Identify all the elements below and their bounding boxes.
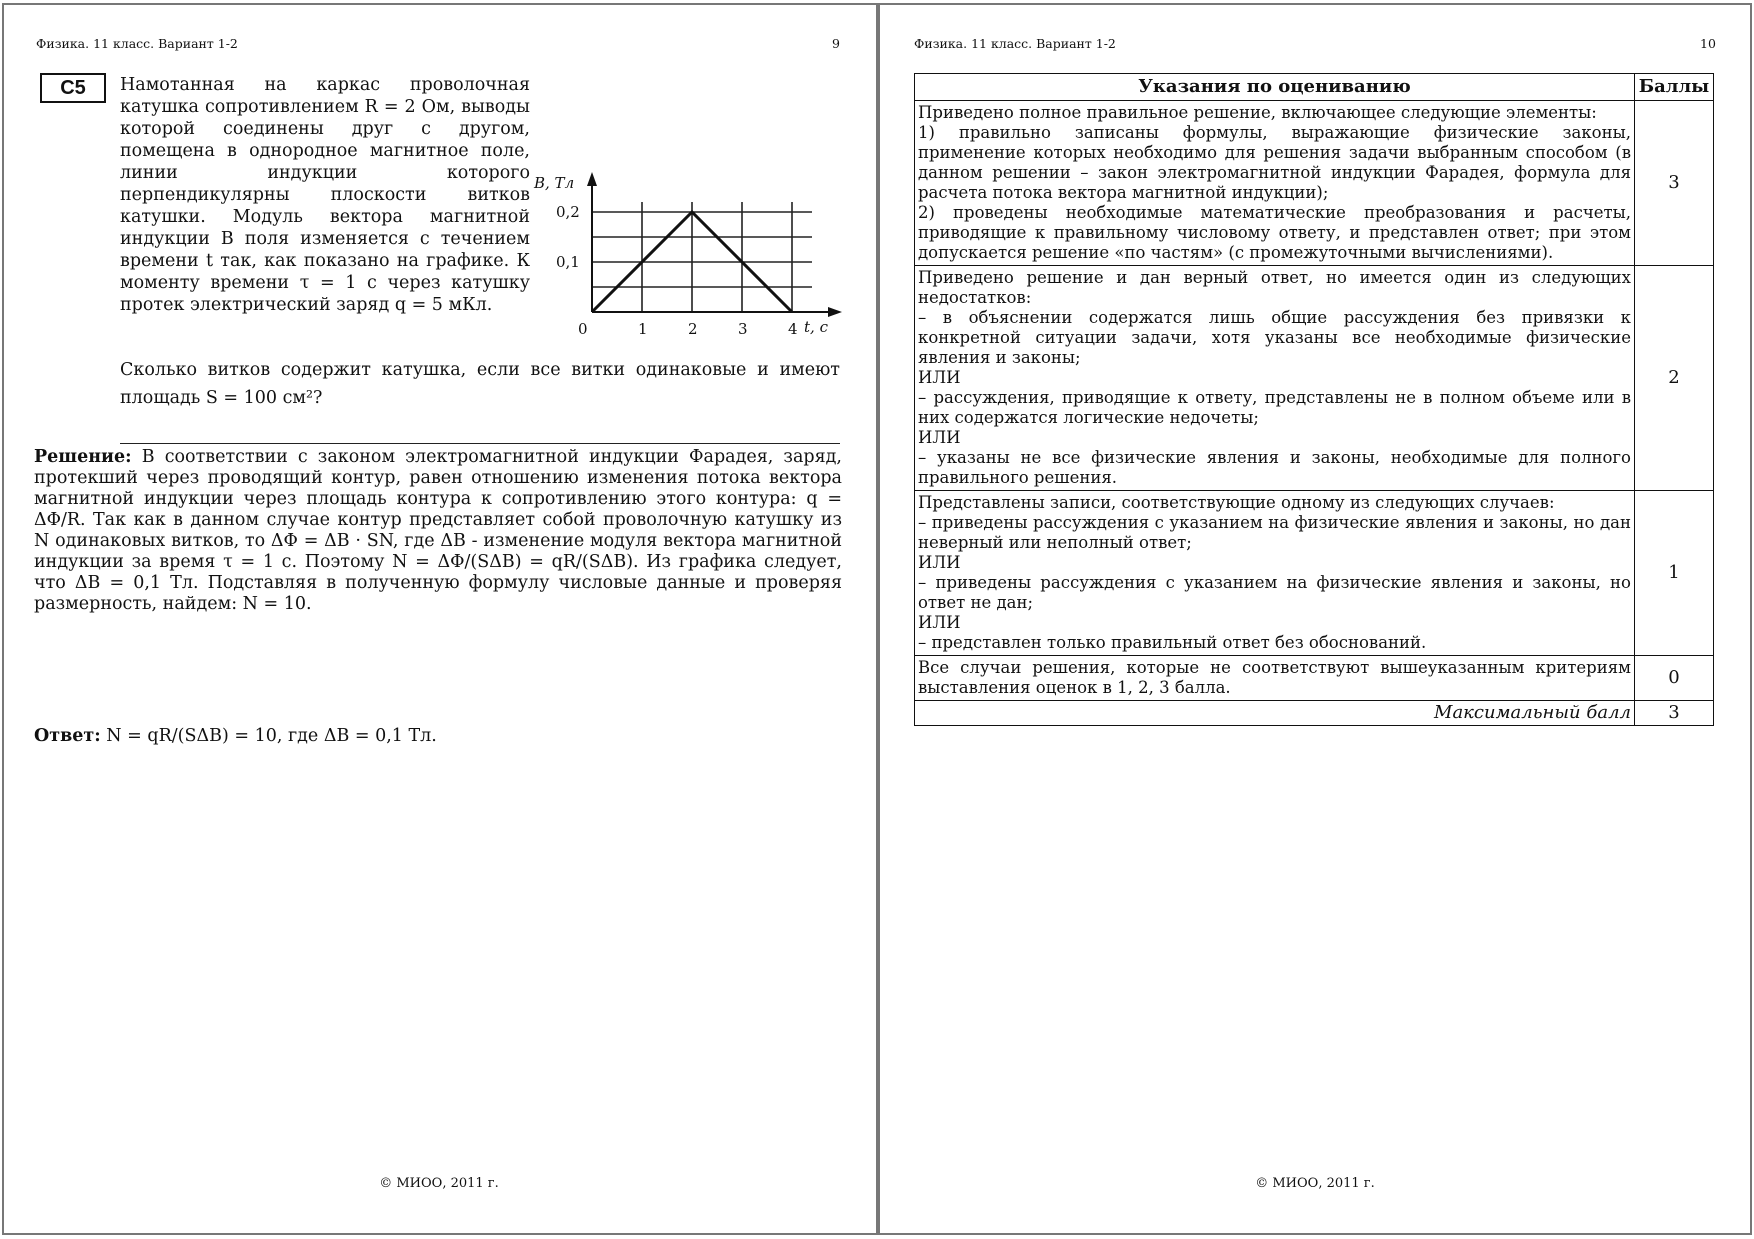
x-tick-label: 4 [788,320,798,338]
or-separator: ИЛИ [918,553,961,572]
score-cell: 2 [1635,266,1714,491]
left-page-number: 9 [832,36,840,51]
right-header-title: Физика. 11 класс. Вариант 1-2 [914,36,1116,51]
table-row [915,101,1714,266]
solution-text: В соответствии с законом электромагнитной индукции Фарадея, заряд, протекший через проводящий контур, равен отношению изменения потока вектора магнитной индукции через площадь контура к сопротивлению этого контура: q = ΔΦ/R. Так как в данном случае контур представляет собой проволочную катушку из N одинаковых витков, то ΔΦ = ΔB · SN, где ΔB - изменение модуля вектора магнитной индукции за время τ = 1 с. Поэтому N = ΔΦ/(SΔB) = qR/(SΔB). Из графика следует, что ΔB = 0,1 Тл. Подставляя в полученную формулу числовые данные и проверяя размерность, найдем: N = 10. [34,447,842,614]
x-tick-label: 3 [738,320,748,338]
y-axis-arrow [587,172,597,186]
b-vs-t-graph [530,72,850,342]
or-separator: ИЛИ [918,368,961,387]
criteria-line: – указаны не все физические явления и законы, необходимые для полного правильного решения. [918,448,1631,487]
criteria-line: Приведено полное правильное решение, включающее следующие элементы: [918,103,1597,122]
criteria-line: – рассуждения, приводящие к ответу, представлены не в полном объеме или в них содержатся логические недочеты; [918,388,1631,427]
left-header-title: Физика. 11 класс. Вариант 1-2 [36,36,238,51]
criteria-line: – приведены рассуждения с указанием на физические явления и законы, но дан неверный или неполный ответ; [918,513,1631,552]
answer-label: Ответ: [34,726,101,746]
or-separator: ИЛИ [918,613,961,632]
criteria-cell [915,266,1635,491]
header-score: Баллы [1635,74,1714,101]
solution-block [34,447,842,615]
task-label: С5 [40,73,106,103]
left-footer: © МИОО, 2011 г. [379,1176,499,1191]
criteria-table [914,73,1714,726]
criteria-line: Все случаи решения, которые не соответствуют вышеуказанным критериям выставления оценок в 1, 2, 3 балла. [918,658,1631,697]
criteria-line: – представлен только правильный ответ без обоснований. [918,633,1427,652]
y-tick-label: 0,1 [556,253,580,271]
max-score-value: 3 [1635,701,1714,726]
criteria-line: – приведены рассуждения с указанием на физические явления и законы, но ответ не дан; [918,573,1631,612]
x-tick-label: 1 [638,320,648,338]
divider-line [120,443,840,444]
graph-axes [587,172,842,317]
table-row-max [915,701,1714,726]
x-axis-label: t, c [804,318,828,336]
header-criteria: Указания по оцениванию [915,74,1635,101]
criteria-line: – в объяснении содержатся лишь общие рассуждения без привязки к конкретной ситуации задачи, хотя указаны все необходимые физические явления и законы; [918,308,1631,367]
criteria-line: 2) проведены необходимые математические преобразования и расчеты, приводящие к правильному числовому ответу, и представлен ответ; при этом допускается решение «по частям» (с промежуточными вычислениями). [918,203,1631,262]
criteria-line: 1) правильно записаны формулы, выражающие физические законы, применение которых необходимо для решения задачи выбранным способом (в данном решении – закон электромагнитной индукции Фарадея, формула для расчета потока вектора магнитной индукции); [918,123,1631,202]
table-row [915,266,1714,491]
right-page-number: 10 [1700,36,1716,51]
score-cell: 0 [1635,656,1714,701]
criteria-cell [915,491,1635,656]
y-axis-label: B, Тл [534,174,575,192]
criteria-cell [915,101,1635,266]
max-score-label: Максимальный балл [915,701,1635,726]
table-header-row [915,74,1714,101]
answer-text: N = qR/(SΔB) = 10, где ΔB = 0,1 Тл. [106,726,437,746]
problem-text: Намотанная на каркас проволочная катушка сопротивлением R = 2 Ом, выводы которой соединены друг с другом, помещена в однородное магнитное поле, линии индукции которого перпендикулярны плоскости витков катушки. Модуль вектора магнитной индукции B поля изменяется с течением времени t так, как показано на графике. К моменту времени τ = 1 с через катушку протек электрический заряд q = 5 мКл. [120,75,530,315]
criteria-line: Приведено решение и дан верный ответ, но имеется один из следующих недостатков: [918,268,1631,307]
x-tick-label: 2 [688,320,698,338]
score-cell: 3 [1635,101,1714,266]
table-row [915,656,1714,701]
answer-block [34,726,437,746]
criteria-line: Представлены записи, соответствующие одному из следующих случаев: [918,493,1555,512]
x-tick-label: 0 [578,320,588,338]
right-footer: © МИОО, 2011 г. [1255,1176,1375,1191]
table-row [915,491,1714,656]
score-cell: 1 [1635,491,1714,656]
y-tick-label: 0,2 [556,203,580,221]
solution-label: Решение: [34,447,132,467]
criteria-cell [915,656,1635,701]
graph-grid [592,202,812,312]
problem-question: Сколько витков содержит катушка, если все витки одинаковые и имеют площадь S = 100 см²? [120,360,840,408]
or-separator: ИЛИ [918,428,961,447]
x-axis-arrow [828,307,842,317]
